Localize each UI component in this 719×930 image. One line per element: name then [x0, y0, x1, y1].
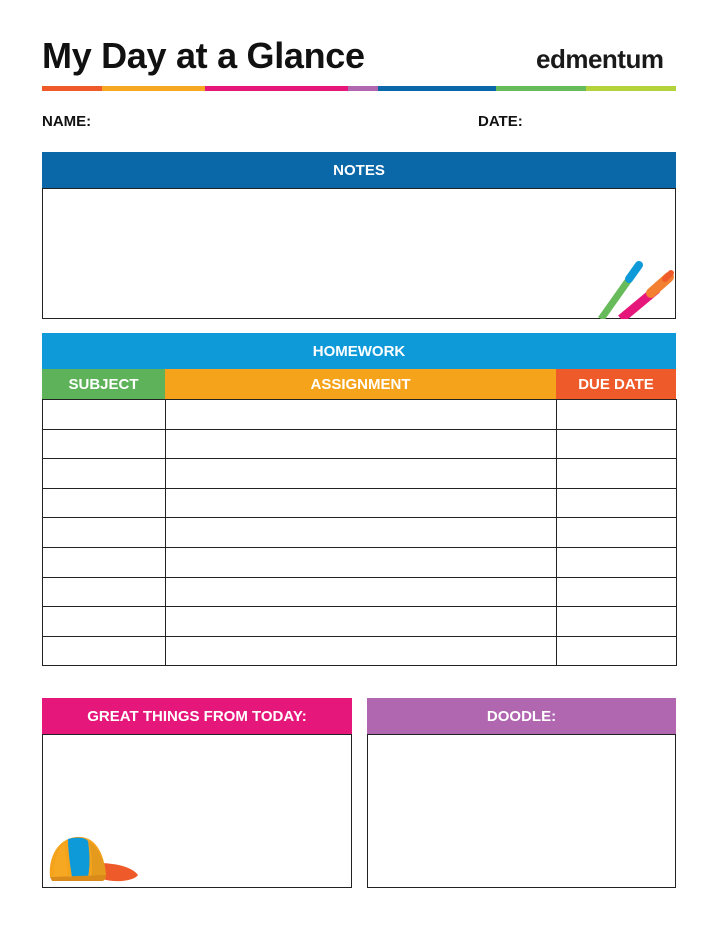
homework-row — [43, 547, 677, 577]
great-things-header-label: GREAT THINGS FROM TODAY: — [87, 707, 307, 725]
homework-table-body — [43, 400, 677, 666]
due-date-cell[interactable] — [557, 547, 677, 577]
homework-row — [43, 400, 677, 430]
name-label: NAME: — [42, 113, 92, 130]
subject-cell[interactable] — [43, 400, 166, 430]
page-title: My Day at a Glance — [42, 35, 365, 76]
stripe-segment — [102, 86, 205, 91]
due-date-cell[interactable] — [557, 577, 677, 607]
great-things-header — [42, 698, 352, 734]
homework-table — [42, 399, 677, 666]
edmentum-logo: edmentum — [536, 44, 664, 74]
due-date-column-header — [556, 369, 676, 399]
doodle-header-label: DOODLE: — [486, 707, 557, 725]
assignment-cell[interactable] — [166, 547, 557, 577]
notes-area[interactable] — [42, 188, 676, 319]
homework-row — [43, 429, 677, 459]
stripe-segment — [348, 86, 378, 91]
notes-header-label: NOTES — [333, 161, 385, 179]
color-stripe — [42, 86, 676, 91]
homework-row — [43, 488, 677, 518]
homework-row — [43, 518, 677, 548]
subject-cell[interactable] — [43, 488, 166, 518]
due-date-cell[interactable] — [557, 488, 677, 518]
stripe-segment — [496, 86, 586, 91]
subject-cell[interactable] — [43, 459, 166, 489]
assignment-cell[interactable] — [166, 429, 557, 459]
stripe-segment — [205, 86, 348, 91]
homework-header-label: HOMEWORK — [312, 342, 406, 360]
homework-row — [43, 607, 677, 637]
subject-cell[interactable] — [43, 636, 166, 666]
due-date-cell[interactable] — [557, 636, 677, 666]
assignment-column-label: ASSIGNMENT — [310, 375, 411, 393]
subject-cell[interactable] — [43, 429, 166, 459]
assignment-cell[interactable] — [166, 459, 557, 489]
doodle-header — [367, 698, 676, 734]
homework-row — [43, 577, 677, 607]
subject-cell[interactable] — [43, 547, 166, 577]
assignment-cell[interactable] — [166, 636, 557, 666]
due-date-cell[interactable] — [557, 459, 677, 489]
stripe-segment — [378, 86, 496, 91]
great-things-area[interactable] — [42, 734, 352, 888]
notes-header — [42, 152, 676, 188]
stripe-segment — [42, 86, 102, 91]
assignment-column-header — [165, 369, 556, 399]
assignment-cell[interactable] — [166, 518, 557, 548]
markers-icon — [591, 259, 675, 319]
doodle-area[interactable] — [367, 734, 676, 888]
subject-column-header — [42, 369, 165, 399]
stripe-segment — [586, 86, 676, 91]
homework-row — [43, 459, 677, 489]
assignment-cell[interactable] — [166, 488, 557, 518]
subject-cell[interactable] — [43, 577, 166, 607]
due-date-cell[interactable] — [557, 429, 677, 459]
subject-column-label: SUBJECT — [68, 375, 139, 393]
homework-header — [42, 333, 676, 369]
due-date-cell[interactable] — [557, 400, 677, 430]
due-date-column-label: DUE DATE — [578, 375, 654, 393]
subject-cell[interactable] — [43, 518, 166, 548]
baseball-cap-icon — [46, 833, 140, 885]
homework-row — [43, 636, 677, 666]
due-date-cell[interactable] — [557, 607, 677, 637]
assignment-cell[interactable] — [166, 577, 557, 607]
assignment-cell[interactable] — [166, 607, 557, 637]
assignment-cell[interactable] — [166, 400, 557, 430]
date-label: DATE: — [478, 113, 523, 130]
subject-cell[interactable] — [43, 607, 166, 637]
due-date-cell[interactable] — [557, 518, 677, 548]
